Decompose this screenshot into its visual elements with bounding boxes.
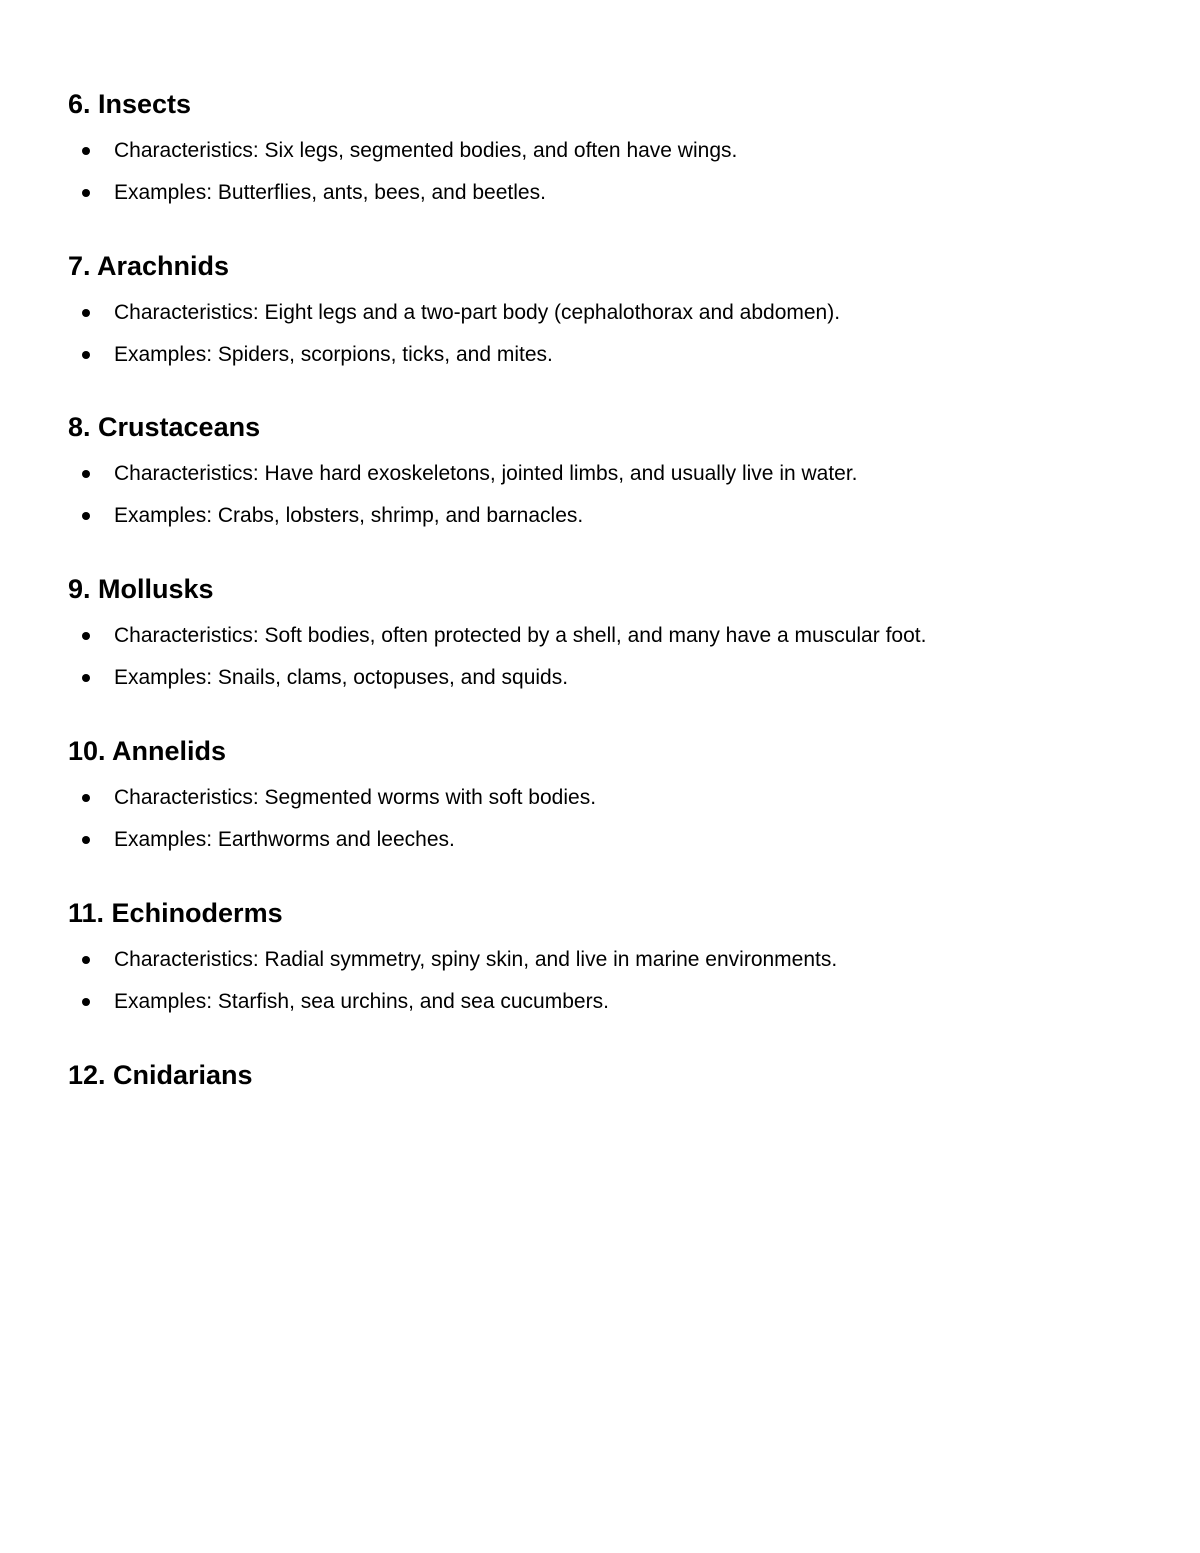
item-text: Starfish, sea urchins, and sea cucumbers. — [212, 990, 609, 1013]
bullet-icon — [82, 512, 90, 520]
item-label: Characteristics: — [114, 624, 259, 647]
bullet-icon — [82, 956, 90, 964]
bullet-icon — [82, 309, 90, 317]
section-echinoderms — [68, 897, 1148, 1023]
item-text: Snails, clams, octopuses, and squids. — [212, 666, 569, 689]
bullet-icon — [82, 794, 90, 802]
section-arachnids — [68, 250, 1148, 376]
list-item-examples — [68, 819, 1148, 861]
item-text: Soft bodies, often protected by a shell, and many have a muscular foot. — [258, 624, 927, 647]
item-label: Examples: — [114, 666, 213, 689]
bullet-icon — [82, 674, 90, 682]
item-text: Butterflies, ants, bees, and beetles. — [212, 181, 546, 204]
section-heading: 6. Insects — [68, 89, 192, 119]
section-heading: 7. Arachnids — [68, 251, 230, 281]
bullet-list — [68, 939, 1148, 1023]
list-item-characteristics — [68, 939, 1148, 981]
bullet-icon — [82, 998, 90, 1006]
item-label: Examples: — [114, 504, 213, 527]
item-label: Examples: — [114, 990, 213, 1013]
section-insects — [68, 88, 1148, 214]
item-label: Examples: — [114, 828, 213, 851]
bullet-list — [68, 453, 1148, 537]
bullet-icon — [82, 470, 90, 478]
item-label: Examples: — [114, 181, 213, 204]
section-heading: 10. Annelids — [68, 736, 227, 766]
item-text: Eight legs and a two-part body (cephalothorax and abdomen). — [258, 301, 841, 324]
bullet-list — [68, 130, 1148, 214]
section-crustaceans — [68, 411, 1148, 537]
item-text: Earthworms and leeches. — [212, 828, 455, 851]
list-item-examples — [68, 981, 1148, 1023]
section-cnidarians — [68, 1059, 1148, 1091]
item-text: Spiders, scorpions, ticks, and mites. — [212, 343, 553, 366]
item-text: Radial symmetry, spiny skin, and live in marine environments. — [258, 948, 838, 971]
item-label: Characteristics: — [114, 301, 259, 324]
section-heading: 11. Echinoderms — [68, 898, 283, 928]
item-text: Have hard exoskeletons, jointed limbs, and usually live in water. — [258, 462, 858, 485]
bullet-icon — [82, 836, 90, 844]
bullet-icon — [82, 147, 90, 155]
section-mollusks — [68, 573, 1148, 699]
list-item-examples — [68, 172, 1148, 214]
list-item-characteristics — [68, 453, 1148, 495]
bullet-list — [68, 292, 1148, 376]
bullet-list — [68, 615, 1148, 699]
list-item-examples — [68, 495, 1148, 537]
bullet-icon — [82, 351, 90, 359]
section-heading: 9. Mollusks — [68, 574, 214, 604]
section-annelids — [68, 735, 1148, 861]
item-label: Characteristics: — [114, 139, 259, 162]
list-item-examples — [68, 334, 1148, 376]
bullet-list — [68, 777, 1148, 861]
section-heading: 12. Cnidarians — [68, 1060, 253, 1090]
bullet-icon — [82, 632, 90, 640]
list-item-characteristics — [68, 130, 1148, 172]
item-text: Crabs, lobsters, shrimp, and barnacles. — [212, 504, 584, 527]
list-item-examples — [68, 657, 1148, 699]
item-label: Characteristics: — [114, 948, 259, 971]
item-label: Characteristics: — [114, 462, 259, 485]
list-item-characteristics — [68, 292, 1148, 334]
item-label: Examples: — [114, 343, 213, 366]
item-text: Six legs, segmented bodies, and often have wings. — [258, 139, 738, 162]
item-text: Segmented worms with soft bodies. — [258, 786, 597, 809]
list-item-characteristics — [68, 615, 1148, 657]
bullet-icon — [82, 189, 90, 197]
list-item-characteristics — [68, 777, 1148, 819]
section-heading: 8. Crustaceans — [68, 412, 261, 442]
item-label: Characteristics: — [114, 786, 259, 809]
